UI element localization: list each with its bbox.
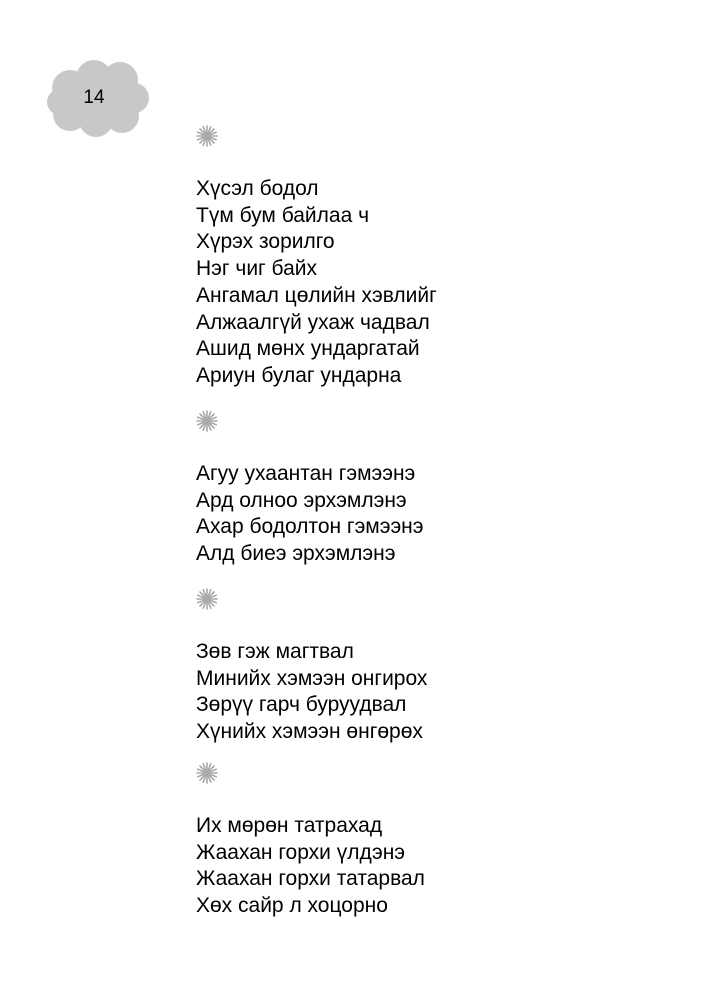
- stanza-1: [196, 125, 437, 390]
- stanza-4: [196, 762, 425, 920]
- poem-line: Түм бум байлаа ч: [196, 203, 370, 227]
- stanza-lines: [196, 176, 437, 390]
- poem-line: Хүсэл бодол: [196, 177, 319, 200]
- poem-line: Их мөрөн татрахад: [196, 814, 383, 837]
- asterisk-star-icon: [196, 125, 218, 147]
- asterisk-star-icon: [196, 410, 218, 432]
- poem-line: Ахар бодолтон гэмээнэ: [196, 515, 424, 539]
- stanza-2: [196, 410, 423, 568]
- poem-line: Ашид мөнх ундаргатай: [196, 337, 420, 361]
- poem-line: Ангамал цөлийн хэвлийг: [196, 283, 437, 307]
- poem-line: Нэг чиг байх: [196, 257, 317, 281]
- asterisk-star-icon: [196, 762, 218, 784]
- asterisk-star-icon: [196, 588, 218, 610]
- stanza-lines: [196, 461, 423, 568]
- poem-line: Ард олноо эрхэмлэнэ: [196, 488, 407, 512]
- poem-line: Хүнийх хэмээн өнгөрөх: [196, 720, 423, 744]
- stanza-3: [196, 588, 427, 746]
- poem-line: Минийх хэмээн онгирох: [196, 666, 428, 690]
- page-number: 14: [83, 87, 105, 108]
- poem-line: Жаахан горхи үлдэнэ: [196, 840, 406, 864]
- poem-line: Ариун булаг ундарна: [196, 363, 402, 387]
- poem-line: Жаахан горхи татарвал: [196, 867, 425, 891]
- poem-line: Зөрүү гарч буруудвал: [196, 693, 407, 717]
- page-number-badge: [46, 58, 150, 138]
- stanza-lines: [196, 813, 425, 920]
- poem-line: Алд биеэ эрхэмлэнэ: [196, 542, 396, 566]
- poem-line: Алжаалгүй ухаж чадвал: [196, 310, 430, 334]
- stanza-lines: [196, 639, 427, 746]
- poem-line: Хүрэх зорилго: [196, 230, 335, 254]
- poem-line: Агуу ухаантан гэмээнэ: [196, 462, 416, 485]
- poem-line: Хөх сайр л хоцорно: [196, 894, 388, 918]
- poem-line: Зөв гэж магтвал: [196, 640, 354, 663]
